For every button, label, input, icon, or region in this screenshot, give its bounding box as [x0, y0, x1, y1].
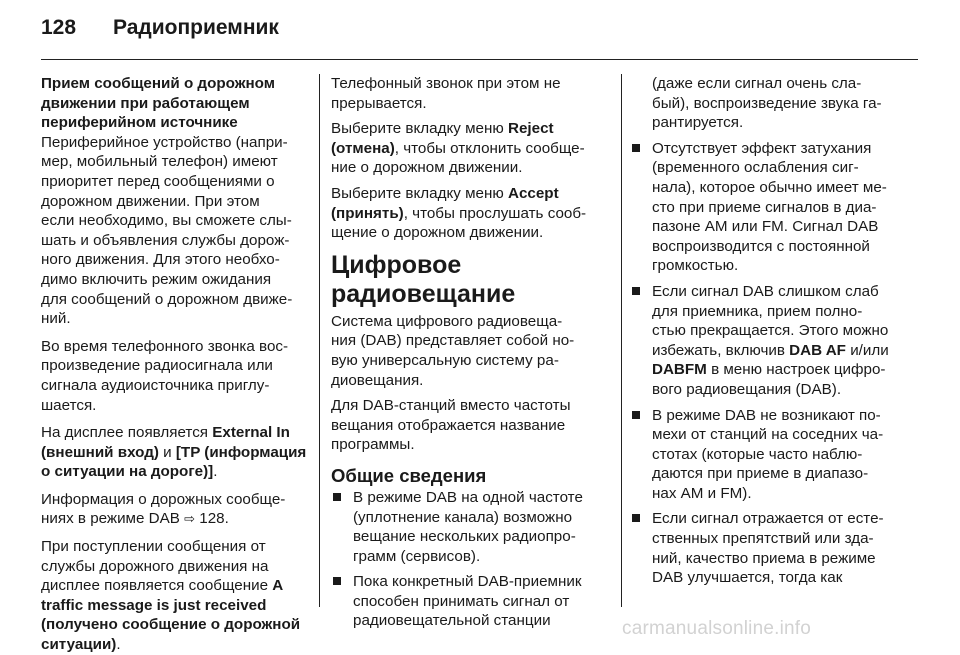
text-line: щение о дорожном движении. — [331, 224, 544, 242]
text-line: приоритет перед сообщениями о — [41, 172, 275, 190]
display-label-tp: [TP (информация — [175, 443, 307, 461]
text-line: громкостью. — [652, 257, 739, 275]
spacer — [41, 482, 307, 490]
text-line — [41, 462, 307, 482]
text-line: вого радиовещания (DAB). — [652, 380, 842, 398]
text-line — [652, 341, 922, 361]
display-message-label: A — [272, 577, 284, 595]
text-line: ния (DAB) представляет собой но- — [331, 332, 575, 350]
watermark: carmanualsonline.info — [622, 618, 812, 639]
text-line: вещание нескольких радиопро- — [353, 528, 576, 546]
square-bullet-icon — [333, 577, 341, 585]
text-line: Информация о дорожных сообще- — [41, 490, 286, 508]
paragraph-phone-mute — [41, 337, 307, 415]
title-line: Цифровое — [331, 250, 462, 279]
text-line: радиовещательной станции — [353, 612, 551, 630]
text-line: нах AM и FM). — [652, 484, 752, 502]
text-line — [331, 119, 609, 139]
text-span: Выберите вкладку меню — [331, 184, 508, 202]
column-divider-1 — [319, 74, 320, 607]
display-label-external-in-ru: (внешний вход) — [41, 443, 159, 461]
text-line: Телефонный звонок при этом не — [331, 75, 561, 92]
text-line: грамм (сервисов). — [353, 547, 481, 565]
text-line: димо включить режим ожидания — [41, 270, 272, 288]
bullet-item — [630, 282, 922, 400]
text-line: службы дорожного движения на — [41, 557, 269, 575]
menu-tab-reject: Reject — [507, 120, 554, 138]
text-line: шается. — [41, 396, 97, 414]
spacer — [41, 415, 307, 423]
text-line: Периферийное устройство (напри- — [41, 133, 288, 151]
text-line: воспроизводится с постоянной — [652, 237, 870, 255]
text-line: Отсутствует эффект затухания — [652, 139, 872, 157]
paragraph-traffic-message-received — [41, 537, 307, 655]
column-divider-2 — [621, 74, 622, 607]
page-reference-arrow-icon: ⇨ — [184, 511, 196, 527]
text-line: способен принимать сигнал от — [353, 592, 570, 610]
text-line: мехи от станций на соседних ча- — [652, 426, 884, 444]
text-line — [331, 139, 609, 159]
text-span: , чтобы прослушать сооб- — [403, 204, 587, 222]
square-bullet-icon — [333, 493, 341, 501]
paragraph-accept-tab — [331, 184, 609, 243]
text-line: (временного ослабления сиг- — [652, 159, 859, 177]
text-line: сигнала аудиоисточника приглу- — [41, 376, 270, 394]
column-3 — [630, 74, 922, 588]
subsection-title-general: Общие сведения — [331, 464, 487, 486]
text-span: и/или — [845, 341, 889, 359]
bullet-item — [331, 572, 609, 631]
text-line: программы. — [331, 436, 415, 454]
paragraph-dab-program-name — [331, 396, 609, 455]
text-line — [652, 360, 922, 380]
setting-label-dabfm: DABFM — [652, 361, 707, 379]
text-line — [41, 443, 307, 463]
text-line: Для DAB-станций вместо частоты — [331, 397, 571, 415]
square-bullet-icon — [632, 514, 640, 522]
text-line: (даже если сигнал очень сла- — [652, 75, 862, 92]
display-message-label: (получено сообщение о дорожной — [41, 616, 301, 634]
bullet-item — [630, 509, 922, 587]
text-line: вещания отображается название — [331, 416, 566, 434]
text-line: прерывается. — [331, 94, 427, 112]
text-line: ние о дорожном движении. — [331, 159, 523, 177]
text-line: стью прекращается. Этого можно — [652, 322, 889, 340]
paragraph-reject-tab — [331, 119, 609, 178]
text-line: для сообщений о дорожном движе- — [41, 290, 293, 308]
text-line: ственных препятствий или зда- — [652, 530, 874, 548]
text-line: стотах (которые часто наблю- — [652, 445, 863, 463]
spacer — [41, 529, 307, 537]
text-span: в меню настроек цифро- — [706, 361, 886, 379]
bullet-item — [630, 139, 922, 276]
text-line: В режиме DAB на одной частоте — [353, 488, 583, 506]
column-1 — [41, 74, 307, 655]
text-line: даются при приеме в диапазо- — [652, 465, 869, 483]
text-line: вую универсальную систему ра- — [331, 351, 559, 369]
text-span: На дисплее появляется — [41, 424, 213, 442]
square-bullet-icon — [632, 411, 640, 419]
page-title: Радиоприемник — [113, 16, 279, 39]
text-line: дорожном движении. При этом — [41, 192, 260, 210]
square-bullet-icon — [632, 144, 640, 152]
page-header — [0, 0, 960, 60]
section-heading-traffic-peripheral — [41, 74, 307, 133]
heading-line: периферийном источнике — [41, 114, 238, 132]
heading-line: движении при работающем — [41, 94, 250, 112]
text-line — [41, 509, 307, 529]
paragraph-dab-intro — [331, 312, 609, 390]
paragraph-peripheral-priority — [41, 133, 307, 329]
text-line — [331, 184, 609, 204]
square-bullet-icon — [632, 287, 640, 295]
text-line: ний, качество приема в режиме — [652, 549, 876, 567]
text-span: и — [158, 443, 176, 461]
bullet-item — [331, 488, 609, 566]
page-number: 128 — [41, 16, 77, 39]
text-line: бый), воспроизведение звука га- — [652, 94, 882, 112]
text-line: пазоне AM или FM. Сигнал DAB — [652, 218, 879, 236]
paragraph-display-external-in — [41, 423, 307, 482]
bullet-item — [630, 406, 922, 504]
text-line: нала), которое обычно имеет ме- — [652, 178, 887, 196]
text-line: (уплотнение канала) возможно — [353, 508, 573, 526]
text-line: мер, мобильный телефон) имеют — [41, 153, 278, 171]
text-line — [41, 423, 307, 443]
paragraph-dab-traffic-info — [41, 490, 307, 529]
bullet-continuation — [630, 74, 922, 133]
spacer — [331, 455, 609, 465]
header-rule — [41, 59, 918, 60]
text-line: диовещания. — [331, 371, 424, 389]
text-line: произведение радиосигнала или — [41, 357, 273, 375]
text-span: . — [116, 636, 121, 654]
text-line: шать и объявления службы дорож- — [41, 231, 290, 249]
text-span: дисплее появляется сообщение — [41, 577, 273, 595]
text-span: избежать, включив — [652, 341, 790, 359]
menu-tab-accept: Accept — [507, 184, 559, 202]
title-line: радиовещание — [331, 279, 516, 308]
text-line: Система цифрового радиовеща- — [331, 312, 563, 330]
spacer — [41, 329, 307, 337]
text-line: Во время телефонного звонка вос- — [41, 337, 289, 355]
text-line: ний. — [41, 310, 71, 328]
text-line: рантируется. — [652, 114, 744, 132]
paragraph-call-not-interrupted — [331, 74, 609, 113]
text-span: ниях в режиме DAB — [41, 510, 185, 528]
display-label-tp-cont: о ситуации на дороге)] — [41, 463, 214, 481]
text-line: сто при приеме сигналов в диа- — [652, 198, 877, 216]
text-span: . — [213, 463, 218, 481]
display-label-external-in: External In — [212, 424, 290, 442]
setting-label-dab-af: DAB AF — [789, 341, 846, 359]
menu-tab-accept-ru: (принять) — [331, 204, 404, 222]
menu-tab-reject-ru: (отмена) — [331, 139, 395, 157]
heading-line: Прием сообщений о дорожном — [41, 75, 275, 92]
text-line — [41, 576, 307, 596]
text-line — [41, 635, 307, 655]
display-message-label: traffic message is just received — [41, 596, 267, 614]
text-line: ного движения. Для этого необхо- — [41, 251, 280, 269]
text-span: , чтобы отклонить сообще- — [394, 139, 585, 157]
text-line: В режиме DAB не возникают по- — [652, 406, 881, 424]
display-message-label: ситуации) — [41, 636, 117, 654]
section-title-digital-broadcasting — [331, 251, 609, 309]
text-span: Выберите вкладку меню — [331, 120, 508, 138]
text-line: DAB улучшается, тогда как — [652, 569, 843, 587]
text-line: При поступлении сообщения от — [41, 538, 266, 556]
text-line — [331, 204, 609, 224]
text-line: Если сигнал отражается от есте- — [652, 510, 884, 528]
text-line: Если сигнал DAB слишком слаб — [652, 282, 879, 300]
column-2 — [331, 74, 609, 631]
text-line: для приемника, прием полно- — [652, 302, 863, 320]
text-line: если необходимо, вы сможете слы- — [41, 212, 292, 230]
text-line: Пока конкретный DAB-приемник — [353, 573, 582, 591]
page-reference[interactable]: 128. — [195, 510, 229, 528]
